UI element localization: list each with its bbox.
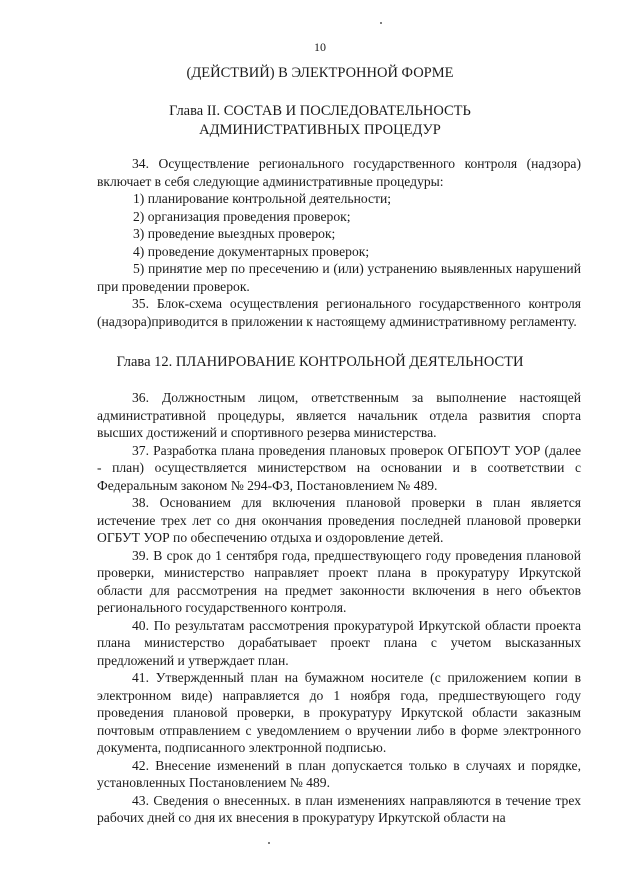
section-heading: (ДЕЙСТВИЙ) В ЭЛЕКТРОННОЙ ФОРМЕ [186, 65, 454, 81]
scan-speck [380, 22, 382, 24]
paragraph-43: 43. Сведения о внесенных. в план изменениях направляются в течение трех рабочих дней со дня их внесения в прокуратуру Иркутской области на [97, 792, 581, 825]
list-item: 2) организация проведения проверок; [133, 208, 351, 224]
page-number: 10 [314, 40, 326, 54]
list-item: 1) планирование контрольной деятельности; [133, 191, 392, 206]
paragraph-39: 39. В срок до 1 сентября года, предшествующего году проведения плановой проверки, министерство направляет проект плана в прокуратуру Иркутской области для рассмотрения на предмет законности включения в него объектов регионального государственного контроля. [97, 547, 581, 615]
body-block [97, 389, 581, 827]
chapter-heading: Глава 12. ПЛАНИРОВАНИЕ КОНТРОЛЬНОЙ ДЕЯТЕЛЬНОСТИ [116, 354, 524, 370]
paragraph-41: 41. Утвержденный план на бумажном носителе (с приложением копии в электронном виде) направляется до 1 ноября года, предшествующего году проведения плановой проверки, в прокуратуру Иркутской области заказным почтовым отправлением с уведомлением о вручении либо в форме электронного документа, подписанного электронной подписью. [97, 670, 581, 755]
chapter-heading [60, 102, 580, 140]
list-item: 3) проведение выездных проверок; [133, 226, 336, 241]
body-block [97, 155, 581, 330]
paragraph-35: 35. Блок-схема осуществления регионального государственного контроля (надзора)приводится в приложении к настоящему административному регламенту. [97, 296, 581, 329]
paragraph-40: 40. По результатам рассмотрения прокуратурой Иркутской области проекта плана министерство дорабатывает проект плана с учетом высказанных предложений и утверждает план. [97, 617, 581, 668]
chapter-heading-line: АДМИНИСТРАТИВНЫХ ПРОЦЕДУР [199, 122, 441, 138]
paragraph-38: 38. Основанием для включения плановой проверки в план является истечение трех лет со дня окончания проведения последней плановой проверки ОГБУТ УОР по обеспечению отдыха и оздоровление детей. [97, 495, 581, 545]
list-item: 4) проведение документарных проверок; [133, 243, 370, 259]
paragraph-37: 37. Разработка плана проведения плановых проверок ОГБПОУТ УОР (далее - план) осуществляется министерством на основании и в соответствии с Федеральным законом № 294-ФЗ, Постановлением № 489. [97, 442, 581, 493]
paragraph-36: 36. Должностным лицом, ответственным за выполнение настоящей административной процедуры, является начальник отдела развития спорта высших достижений и спортивного резерва министерства. [97, 390, 581, 440]
chapter-heading-line: Глава II. СОСТАВ И ПОСЛЕДОВАТЕЛЬНОСТЬ [169, 103, 471, 119]
list-item: 5) принятие мер по пресечению и (или) устранению выявленных нарушений при проведении проверок. [97, 261, 581, 294]
scan-speck [268, 842, 270, 844]
paragraph-42: 42. Внесение изменений в план допускается только в случаях и порядке, установленных Постановлением № 489. [97, 757, 581, 790]
paragraph-34: 34. Осуществление регионального государственного контроля (надзора) включает в себя следующие административные процедуры: [97, 156, 581, 189]
